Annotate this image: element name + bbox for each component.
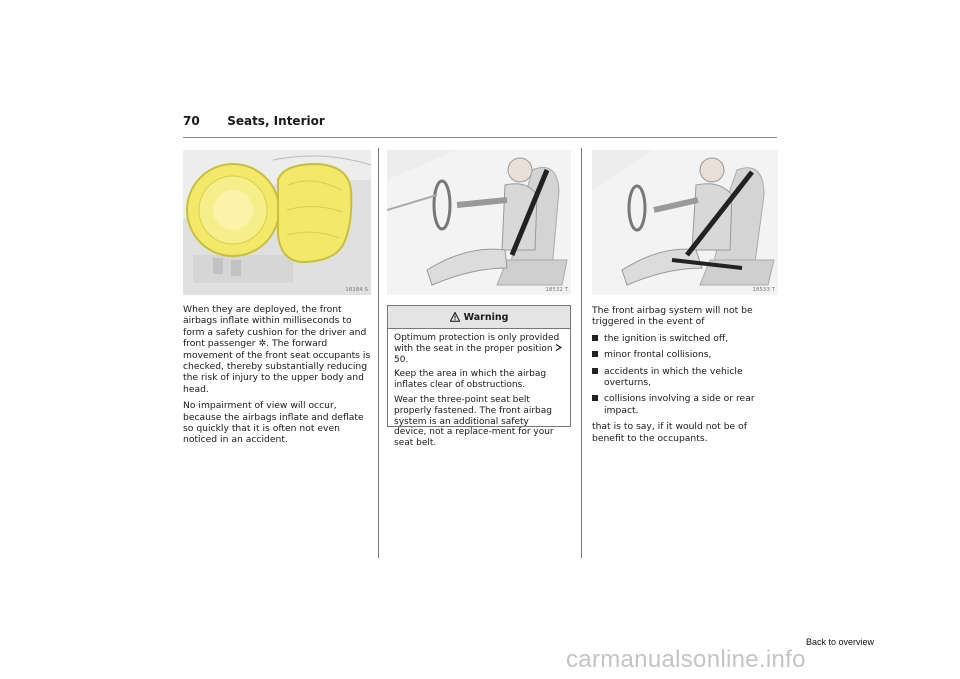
passenger-seatbelt-illustration <box>592 150 778 295</box>
section-title: Seats, Interior <box>227 114 325 128</box>
column-divider-1 <box>378 148 379 558</box>
warning-title: Warning <box>463 311 509 323</box>
intro-paragraph: The front airbag system will not be triggered in the event of <box>592 305 753 328</box>
figure-code: 18184 S <box>345 287 368 293</box>
page-reference[interactable]: 50. <box>394 354 409 365</box>
watermark: carmanualsonline.info <box>566 646 806 673</box>
column-divider-2 <box>581 148 582 558</box>
column-1-text <box>183 304 371 451</box>
header-rule <box>183 137 777 138</box>
page-number: 70 <box>183 114 200 128</box>
warning-paragraph: Wear the three-point seat belt properly fastened. The front airbag system is an additional safety device, not a replace-ment for your seat belt. <box>394 394 554 449</box>
list-item-text: minor frontal collisions, <box>604 349 712 361</box>
list-item <box>592 333 778 344</box>
bullet-square-icon <box>592 368 598 374</box>
warning-body <box>388 329 570 457</box>
warning-paragraph <box>394 333 564 365</box>
closing-paragraph: that is to say, if it would not be of benefit to the occupants. <box>592 421 747 444</box>
warning-header <box>388 306 570 329</box>
paragraph: No impairment of view will occur, because the airbags inflate and deflate so quickly that it is often not even noticed in an accident. <box>183 400 364 446</box>
page-reference-arrow-icon[interactable] <box>555 344 562 351</box>
bullet-square-icon <box>592 395 598 401</box>
page-header <box>183 114 325 128</box>
paragraph: When they are deployed, the front airbags inflate within milliseconds to form a safety cushion for the driver and front passenger ✲. The forward movement of the front seat occupants is checked, thereby substantially reducing the risk of injury to the upper body and head. <box>183 304 371 395</box>
figure-code: 18532 T <box>545 287 568 293</box>
back-to-overview-link[interactable]: Back to overview <box>806 637 875 647</box>
driver-seat-illustration <box>387 150 571 295</box>
list-item <box>592 393 778 416</box>
column-3-text <box>592 305 778 449</box>
list-item <box>592 349 778 360</box>
airbag-deployed-illustration <box>183 150 371 295</box>
warning-text: Optimum protection is only provided with the seat in the proper position <box>394 333 560 354</box>
list-item <box>592 366 778 389</box>
figure-code: 18533 T <box>752 287 775 293</box>
list-item-text: the ignition is switched off, <box>604 332 729 344</box>
list-item-text: collisions involving a side or rear impact. <box>604 393 755 416</box>
bullet-square-icon <box>592 351 598 357</box>
warning-box <box>387 305 571 449</box>
bullet-square-icon <box>592 335 598 341</box>
warning-paragraph: Keep the area in which the airbag inflates clear of obstructions. <box>394 369 547 391</box>
warning-triangle-icon <box>450 312 460 322</box>
list-item-text: accidents in which the vehicle overturns, <box>604 365 743 389</box>
